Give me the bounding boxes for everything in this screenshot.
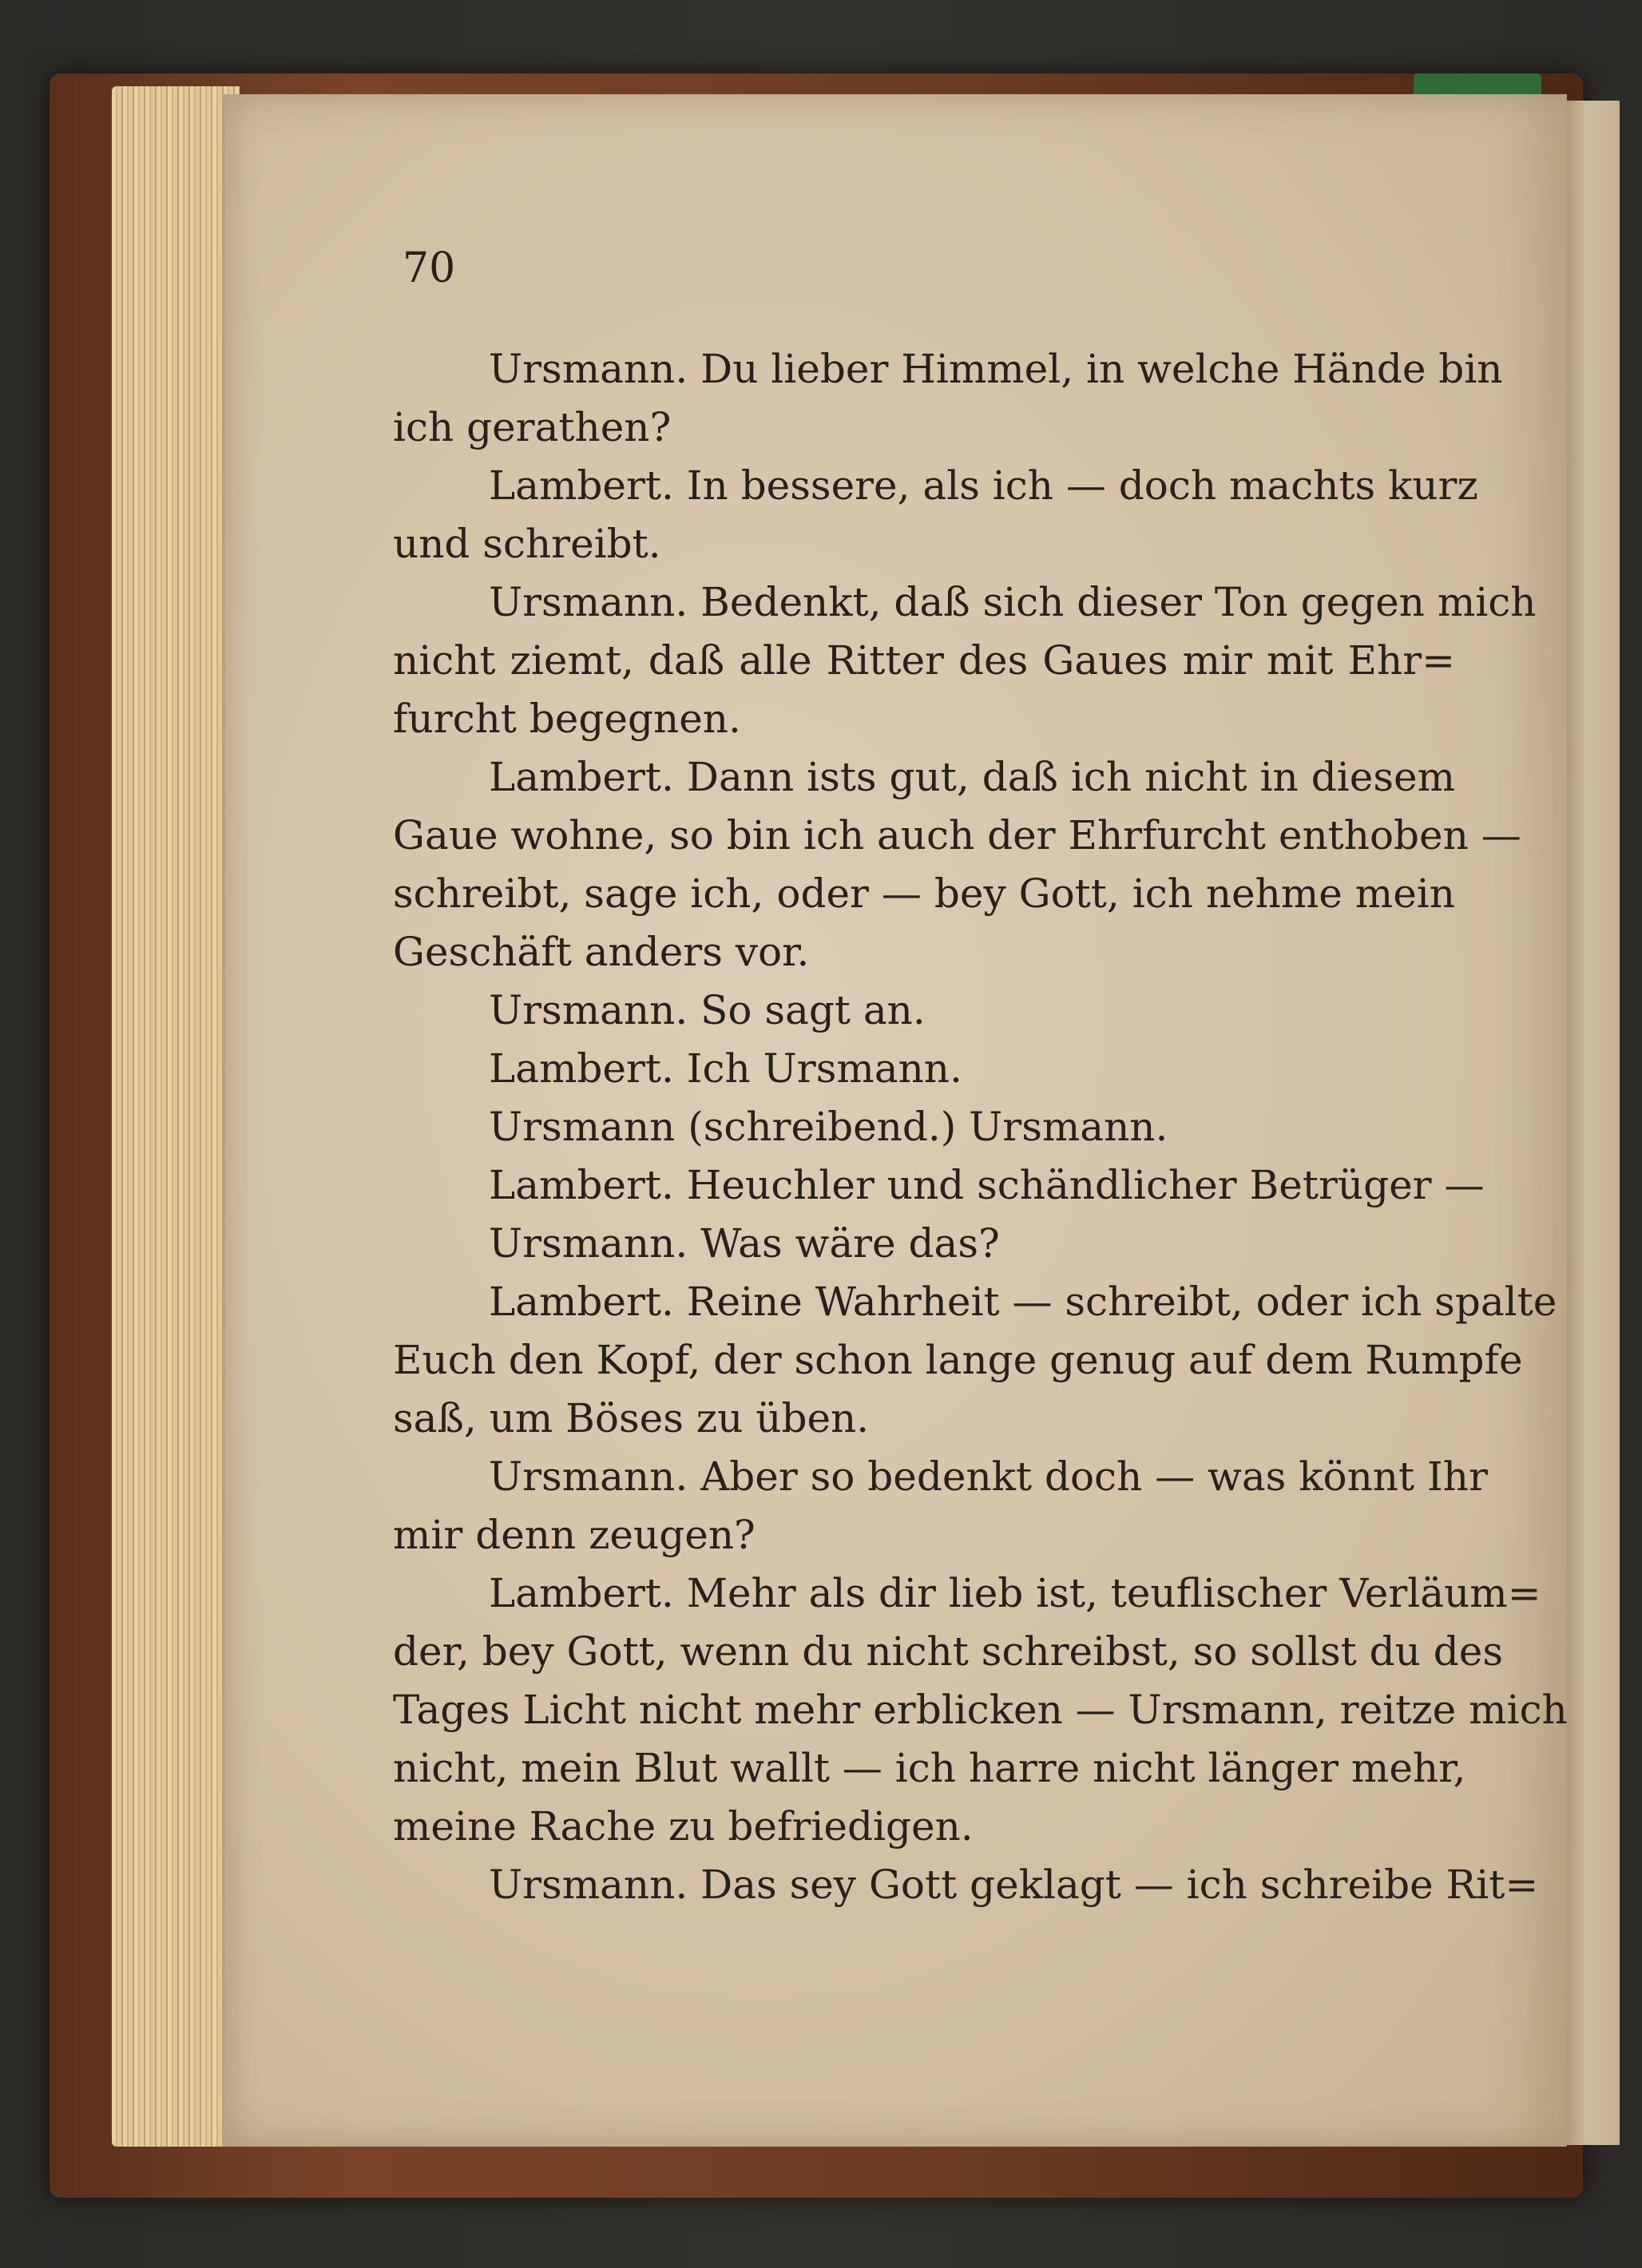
book-page [224, 94, 1567, 2147]
text-line: ich gerathen? [393, 404, 672, 450]
text-line: Euch den Kopf, der schon lange genug auf dem Rumpfe [393, 1337, 1523, 1383]
text-line: mir denn zeugen? [393, 1512, 756, 1558]
adjacent-page-edge [1564, 101, 1620, 2145]
text-line: Ursmann (schreibend.) Ursmann. [489, 1104, 1168, 1150]
text-line: nicht, mein Blut wallt — ich harre nicht länger mehr, [393, 1745, 1466, 1791]
text-line: Ursmann. So sagt an. [489, 987, 926, 1033]
text-line: Tages Licht nicht mehr erblicken — Ursmann, reitze mich [393, 1687, 1568, 1733]
text-line: Gaue wohne, so bin ich auch der Ehrfurcht enthoben — [393, 812, 1521, 858]
text-line: Ursmann. Das sey Gott geklagt — ich schreibe Rit= [489, 1862, 1539, 1908]
text-line: Ursmann. Du lieber Himmel, in welche Hände bin [489, 346, 1503, 392]
text-line: Lambert. Mehr als dir lieb ist, teuflischer Verläum= [489, 1570, 1541, 1616]
page-text [393, 246, 1568, 1914]
text-line: schreibt, sage ich, oder — bey Gott, ich nehme mein [393, 870, 1455, 917]
text-line: Lambert. Reine Wahrheit — schreibt, oder ich spalte [489, 1279, 1557, 1325]
text-line: nicht ziemt, daß alle Ritter des Gaues mir mit Ehr= [393, 637, 1455, 684]
text-line: saß, um Böses zu üben. [393, 1395, 870, 1441]
text-line: Lambert. In bessere, als ich — doch machts kurz [489, 462, 1478, 509]
text-line: Geschäft anders vor. [393, 929, 810, 975]
text-line: Ursmann. Bedenkt, daß sich dieser Ton gegen mich [489, 579, 1537, 625]
text-line: und schreibt. [393, 521, 661, 567]
text-line: Ursmann. Aber so bedenkt doch — was könnt Ihr [489, 1453, 1488, 1500]
text-line: meine Rache zu befriedigen. [393, 1803, 974, 1850]
text-line: Ursmann. Was wäre das? [489, 1220, 1000, 1267]
text-line: furcht begegnen. [393, 696, 741, 742]
page-number: 70 [403, 244, 456, 292]
text-line: der, bey Gott, wenn du nicht schreibst, so sollst du des [393, 1628, 1504, 1675]
text-line: Lambert. Heuchler und schändlicher Betrüger — [489, 1162, 1485, 1208]
page-edges [112, 86, 240, 2147]
text-line: Lambert. Dann ists gut, daß ich nicht in diesem [489, 754, 1455, 800]
text-line: Lambert. Ich Ursmann. [489, 1045, 962, 1092]
